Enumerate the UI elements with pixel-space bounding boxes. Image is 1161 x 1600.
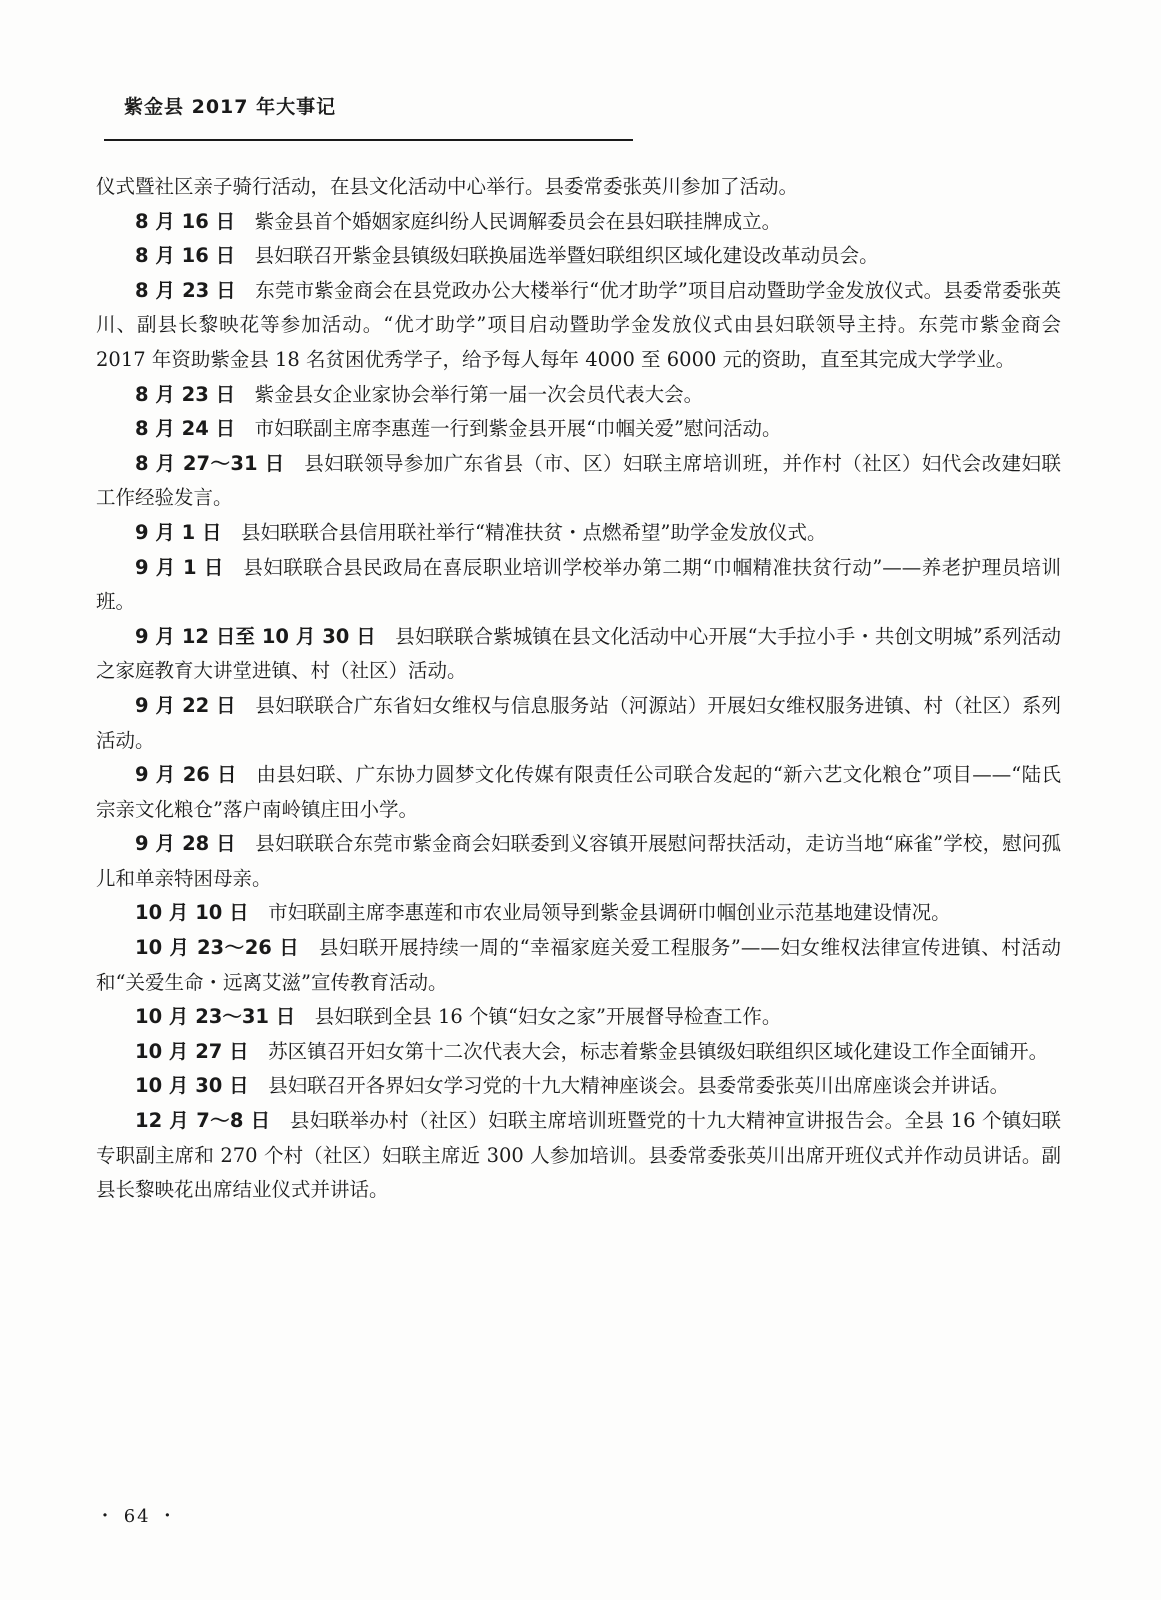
chronicle-entry (96, 896, 1061, 931)
entry-text: 县妇联联合县民政局在喜辰职业培训学校举办第二期“巾帼精准扶贫行动”——养老护理员培训班。 (96, 555, 1061, 614)
entry-text: 东莞市紫金商会在县党政办公大楼举行“优才助学”项目启动暨助学金发放仪式。县委常委张英川、副县长黎映花等参加活动。“优才助学”项目启动暨助学金发放仪式由县妇联领导主持。东莞市紫金商会 2017 年资助紫金县 18 名贫困优秀学子，给予每人每年 4000 至 6000 元的资助，直至其完成大学学业。 (96, 278, 1061, 371)
entry-date: 10 月 27 日 (135, 1039, 249, 1063)
entry-date: 9 月 1 日 (135, 555, 224, 579)
chronicle-entry (96, 1104, 1061, 1208)
entry-date: 10 月 30 日 (135, 1074, 249, 1098)
entry-date: 9 月 22 日 (135, 693, 236, 717)
chronicle-body (96, 170, 1061, 1208)
entry-text: 紫金县首个婚姻家庭纠纷人民调解委员会在县妇联挂牌成立。 (254, 209, 782, 233)
chronicle-entry (96, 689, 1061, 758)
entry-text: 县妇联举办村（社区）妇联主席培训班暨党的十九大精神宣讲报告会。全县 16 个镇妇联专职副主席和 270 个村（社区）妇联主席近 300 人参加培训。县委常委张英川出席开班仪式并作动员讲话。副县长黎映花出席结业仪式并讲话。 (96, 1109, 1061, 1202)
entry-text: 县妇联联合紫城镇在县文化活动中心开展“大手拉小手・共创文明城”系列活动之家庭教育大讲堂进镇、村（社区）活动。 (96, 624, 1061, 683)
entry-date: 8 月 23 日 (135, 278, 236, 302)
entry-text: 县妇联到全县 16 个镇“妇女之家”开展督导检查工作。 (314, 1005, 782, 1029)
chronicle-entry (96, 1000, 1061, 1035)
chronicle-entry (96, 274, 1061, 378)
entry-date: 9 月 26 日 (135, 763, 237, 787)
entry-date: 8 月 16 日 (135, 244, 236, 268)
entry-date: 10 月 10 日 (135, 901, 249, 925)
chronicle-entry (96, 412, 1061, 447)
chronicle-entry (96, 447, 1061, 516)
chronicle-entry (96, 758, 1061, 827)
entry-date: 8 月 23 日 (135, 382, 236, 406)
entry-date: 9 月 28 日 (135, 832, 236, 856)
entry-text: 县妇联开展持续一周的“幸福家庭关爱工程服务”——妇女维权法律宣传进镇、村活动和“关爱生命・远离艾滋”宣传教育活动。 (96, 936, 1061, 994)
entry-text: 县妇联召开紫金县镇级妇联换届选举暨妇联组织区域化建设改革动员会。 (254, 244, 879, 268)
entry-date: 12 月 7～8 日 (135, 1109, 271, 1133)
chronicle-entry (96, 1069, 1061, 1104)
entry-date: 9 月 1 日 (135, 520, 222, 544)
chronicle-entry (96, 827, 1061, 896)
running-header: 紫金县 2017 年大事记 (124, 96, 337, 118)
chronicle-entry (96, 551, 1061, 620)
entry-text: 县妇联召开各界妇女学习党的十九大精神座谈会。县委常委张英川出席座谈会并讲话。 (268, 1074, 1010, 1098)
entry-text: 县妇联联合县信用联社举行“精准扶贫・点燃希望”助学金发放仪式。 (241, 520, 827, 544)
chronicle-entry (96, 516, 1061, 551)
chronicle-entry (96, 378, 1061, 413)
entry-text: 紫金县女企业家协会举行第一届一次会员代表大会。 (254, 382, 704, 406)
entry-text: 由县妇联、广东协力圆梦文化传媒有限责任公司联合发起的“新六艺文化粮仓”项目——“陆氏宗亲文化粮仓”落户南岭镇庄田小学。 (96, 763, 1061, 821)
entry-date: 9 月 12 日至 10 月 30 日 (135, 624, 376, 648)
entry-date: 10 月 23～31 日 (135, 1005, 296, 1029)
entry-text: 苏区镇召开妇女第十二次代表大会，标志着紫金县镇级妇联组织区域化建设工作全面铺开。 (268, 1039, 1049, 1063)
header-rule (104, 139, 633, 141)
chronicle-entry (96, 1035, 1061, 1070)
page-number: ・ 64 ・ (96, 1506, 179, 1527)
chronicle-entry (96, 205, 1061, 240)
entry-list (96, 205, 1061, 1208)
entry-text: 县妇联联合广东省妇女维权与信息服务站（河源站）开展妇女维权服务进镇、村（社区）系列活动。 (96, 693, 1061, 752)
chronicle-entry (96, 931, 1061, 1000)
entry-date: 8 月 24 日 (135, 417, 236, 441)
continuation-paragraph: 仪式暨社区亲子骑行活动，在县文化活动中心举行。县委常委张英川参加了活动。 (96, 175, 799, 198)
chronicle-entry (96, 239, 1061, 274)
entry-text: 市妇联副主席李惠莲和市农业局领导到紫金县调研巾帼创业示范基地建设情况。 (268, 901, 951, 925)
entry-date: 10 月 23～26 日 (135, 936, 300, 960)
chronicle-entry (96, 620, 1061, 689)
entry-text: 县妇联联合东莞市紫金商会妇联委到义容镇开展慰问帮扶活动，走访当地“麻雀”学校，慰问孤儿和单亲特困母亲。 (96, 832, 1061, 890)
entry-date: 8 月 27～31 日 (135, 451, 285, 475)
entry-date: 8 月 16 日 (135, 209, 236, 233)
entry-text: 县妇联领导参加广东省县（市、区）妇联主席培训班，并作村（社区）妇代会改建妇联工作经验发言。 (96, 451, 1061, 510)
entry-text: 市妇联副主席李惠莲一行到紫金县开展“巾帼关爱”慰问活动。 (254, 417, 782, 441)
